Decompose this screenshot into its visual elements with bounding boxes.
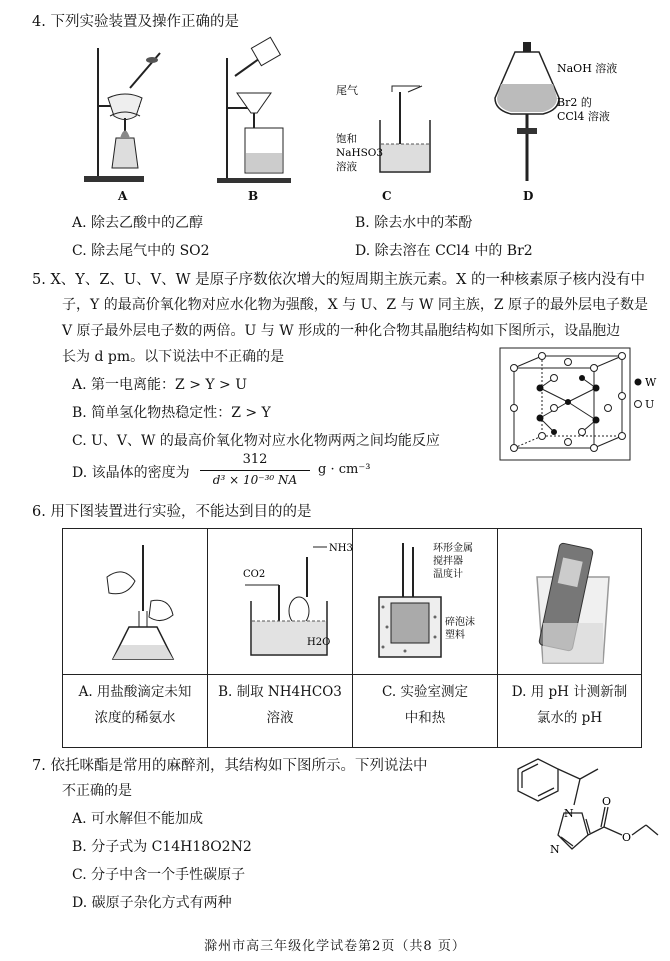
- q6-c-stirrer2: 搅拌器: [433, 556, 463, 567]
- q5-option-c: C. U、V、W 的最高价氧化物对应水化物两两之间均能反应: [72, 433, 440, 449]
- q5-line-2: 子，Y 的最高价氧化物对应水化物为强酸，X 与 U、Z 与 W 同主族，Z 原子的最外层电子数是: [62, 297, 649, 313]
- q4-label-c: C: [382, 189, 392, 203]
- q5-line-3: V 原子最外层电子数的两倍。U 与 W 形成的一种化合物其晶胞结构如下图所示，设晶胞边: [62, 323, 621, 339]
- q6-image-b: [223, 537, 353, 667]
- q4-figure-a: [80, 38, 170, 188]
- legend-u-dot: [635, 401, 642, 408]
- q6-b-co2: CO2: [243, 569, 266, 580]
- q4-stem: 4. 下列实验装置及操作正确的是: [32, 14, 239, 30]
- q6-c-foam1: 碎泡沫: [445, 617, 475, 628]
- q7-structure-figure: [498, 755, 663, 905]
- q6-cell-a: [63, 679, 207, 731]
- q6-b-nh3: NH3: [329, 543, 353, 554]
- q6-image-d: [523, 539, 623, 667]
- q4-label-d: D: [523, 189, 534, 203]
- q5-option-d: [72, 462, 190, 482]
- q4-c-tailgas: 尾气: [336, 84, 358, 97]
- q4-d-mid2: CCl4 溶液: [557, 110, 610, 123]
- q5-d-unit: g · cm⁻³: [318, 462, 371, 477]
- q6-cell-b-line1: B. 制取 NH4HCO3: [218, 684, 342, 700]
- q7-stem-1: 7. 依托咪酯是常用的麻醉剂，其结构如下图所示。下列说法中: [32, 758, 428, 774]
- q5-d-denominator: d³ × 10⁻³⁰ NA: [212, 473, 298, 487]
- q5-line-1: 5. X、Y、Z、U、V、W 是原子序数依次增大的短周期主族元素。X 的一种核素原子核内没有中: [32, 272, 646, 288]
- q5-d-prefix: D. 该晶体的密度为: [72, 465, 190, 481]
- q6-cell-d-line2: 氯水的 pH: [536, 710, 603, 726]
- q4-option-a: A. 除去乙酸中的乙醇: [72, 215, 204, 231]
- q7-atom-o2: O: [622, 831, 632, 844]
- q4-c-sol1: 饱和: [336, 133, 357, 145]
- q7-atom-n2: N: [550, 843, 560, 856]
- q4-d-mid1: Br2 的: [557, 96, 592, 109]
- q4-c-sol3: 溶液: [336, 161, 357, 173]
- q4-option-b: B. 除去水中的苯酚: [355, 215, 473, 231]
- q6-cell-d-line1: D. 用 pH 计测新制: [511, 684, 628, 700]
- q6-cell-b-line2: 溶液: [266, 710, 294, 726]
- q7-option-c: C. 分子中含一个手性碳原子: [72, 867, 246, 883]
- q6-cell-c: [353, 679, 497, 731]
- legend-w-dot: [635, 379, 642, 386]
- q6-image-c: [361, 537, 493, 669]
- q5-option-b: B. 简单氢化物热稳定性：Z > Y: [72, 405, 271, 421]
- q6-cell-b: [208, 679, 352, 731]
- q6-cell-a-line1: A. 用盐酸滴定未知: [78, 684, 192, 700]
- q4-option-c: C. 除去尾气中的 SO2: [72, 243, 210, 259]
- q4-figure-c: [330, 72, 460, 182]
- q4-figure-d: [495, 36, 645, 188]
- q5-crystal-figure: [500, 348, 668, 460]
- q6-cell-c-line1: C. 实验室测定: [382, 684, 468, 700]
- q4-d-top: NaOH 溶液: [557, 62, 618, 75]
- q5-option-a: A. 第一电离能：Z > Y > U: [72, 377, 248, 393]
- legend-u-label: U: [645, 398, 655, 411]
- q7-stem-2: 不正确的是: [62, 783, 132, 799]
- q7-option-d: D. 碳原子杂化方式有两种: [72, 895, 232, 911]
- q5-d-numerator: 312: [242, 452, 268, 467]
- legend-w-label: W: [645, 376, 657, 389]
- q6-b-h2o: H2O: [307, 637, 331, 648]
- q4-label-a: A: [118, 189, 128, 203]
- q7-option-b: B. 分子式为 C14H18O2N2: [72, 839, 252, 855]
- q7-option-a: A. 可水解但不能加成: [72, 811, 204, 827]
- q6-cell-c-line2: 中和热: [404, 710, 446, 726]
- q6-cell-d: [498, 679, 641, 731]
- q6-table: [62, 528, 642, 748]
- q6-stem: 6. 用下图装置进行实验，不能达到目的的是: [32, 504, 312, 520]
- q7-atom-o1: O: [602, 795, 612, 808]
- q6-image-a: [83, 541, 193, 666]
- q6-c-foam2: 塑料: [445, 630, 465, 641]
- q4-figure-b: [215, 38, 295, 188]
- q5-d-fraction-bar: [200, 470, 310, 471]
- q5-line-4: 长为 d pm。以下说法中不正确的是: [62, 349, 285, 365]
- q7-atom-n1: N: [564, 807, 574, 820]
- q6-c-thermo: 温度计: [433, 569, 463, 580]
- q6-c-stirrer1: 环形金属: [433, 543, 473, 554]
- q4-c-sol2: NaHSO3: [336, 147, 384, 159]
- q6-cell-a-line2: 浓度的稀氨水: [94, 710, 176, 726]
- q4-option-d: D. 除去溶在 CCl4 中的 Br2: [355, 243, 533, 259]
- page-footer: 滁州市高三年级化学试卷第2页（共8 页）: [204, 939, 466, 954]
- q4-label-b: B: [248, 189, 259, 203]
